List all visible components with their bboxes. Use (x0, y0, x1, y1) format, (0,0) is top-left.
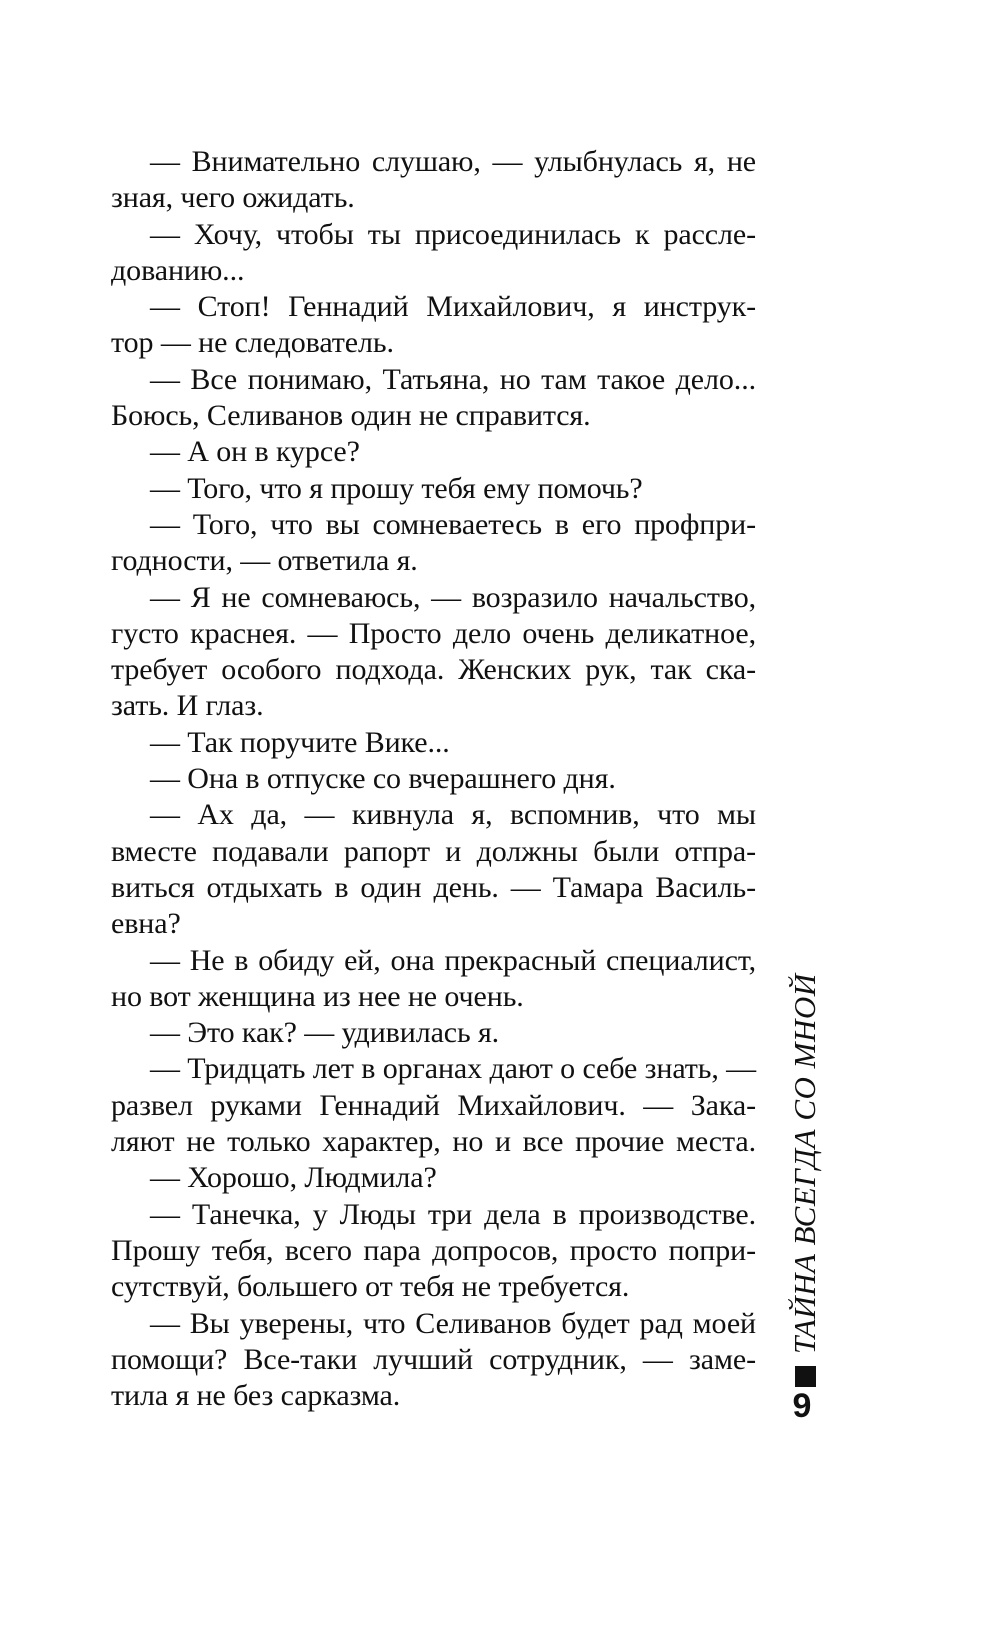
text-line: — Внимательно слушаю, — улыбнулась я, не (150, 145, 756, 178)
text-line: — Тридцать лет в органах дают о себе знать, — (150, 1052, 757, 1086)
text-line: — Хорошо, Людмила? (150, 1161, 437, 1195)
text-line: виться отдыхать в один день. — Тамара Василь- (111, 870, 756, 904)
text-line: дованию... (111, 253, 245, 287)
text-line: сутствуй, большего от тебя не требуется. (111, 1270, 630, 1304)
text-line: — Вы уверены, что Селиванов будет рад моей (150, 1306, 756, 1340)
text-line: — Ах да, — кивнула я, вспомнив, что мы (150, 798, 756, 832)
text-line: — Того, что я прошу тебя ему помочь? (150, 471, 643, 505)
text-line: густо краснея. — Просто дело очень деликатное, (111, 616, 756, 650)
text-line: евна? (111, 907, 181, 941)
text-line: зная, чего ожидать. (111, 181, 355, 215)
text-line: зать. И глаз. (111, 689, 264, 723)
text-line: — Это как? — удивилась я. (150, 1016, 500, 1050)
page-number: 9 (792, 1387, 812, 1425)
running-head-title: ТАЙНА ВСЕГДА СО МНОЙ (787, 973, 822, 1354)
text-line: — Так поручите Вике... (150, 725, 450, 759)
text-line: — Того, что вы сомневаетесь в его профпри- (150, 507, 756, 541)
square-bullet-icon (795, 1366, 816, 1387)
text-line: помощи? Все-таки лучший сотрудник, — заме- (111, 1342, 756, 1376)
text-line: — Она в отпуске со вчерашнего дня. (150, 762, 616, 796)
text-line: Боюсь, Селиванов один не справится. (111, 399, 591, 433)
text-line: тила я не без сарказма. (111, 1379, 401, 1413)
running-head (782, 973, 828, 1387)
body-text (111, 144, 756, 1414)
text-line: но вот женщина из нее не очень. (111, 979, 524, 1013)
text-line: — Стоп! Геннадий Михайлович, я инструк- (150, 290, 756, 324)
text-line: — Я не сомневаюсь, — возразило начальство, (150, 580, 756, 614)
text-line: — Все понимаю, Татьяна, но там такое дело... (150, 362, 756, 396)
text-line: — Хочу, чтобы ты присоединилась к рассле- (150, 217, 756, 251)
text-line: требует особого подхода. Женских рук, так ска- (111, 653, 756, 687)
text-line: вместе подавали рапорт и должны были отпра- (111, 834, 756, 868)
text-line: — Танечка, у Люды три дела в производстве. (150, 1197, 756, 1231)
text-line: — Не в обиду ей, она прекрасный специалист, (150, 943, 756, 977)
text-line: тор — не следователь. (111, 326, 394, 360)
text-line: годности, — ответила я. (111, 544, 418, 578)
text-line: развел руками Геннадий Михайлович. — Зака- (111, 1088, 756, 1122)
text-line: Прошу тебя, всего пара допросов, просто попри- (111, 1233, 756, 1267)
text-line: ляют не только характер, но и все прочие места. (111, 1125, 756, 1159)
text-line: — А он в курсе? (150, 435, 360, 469)
